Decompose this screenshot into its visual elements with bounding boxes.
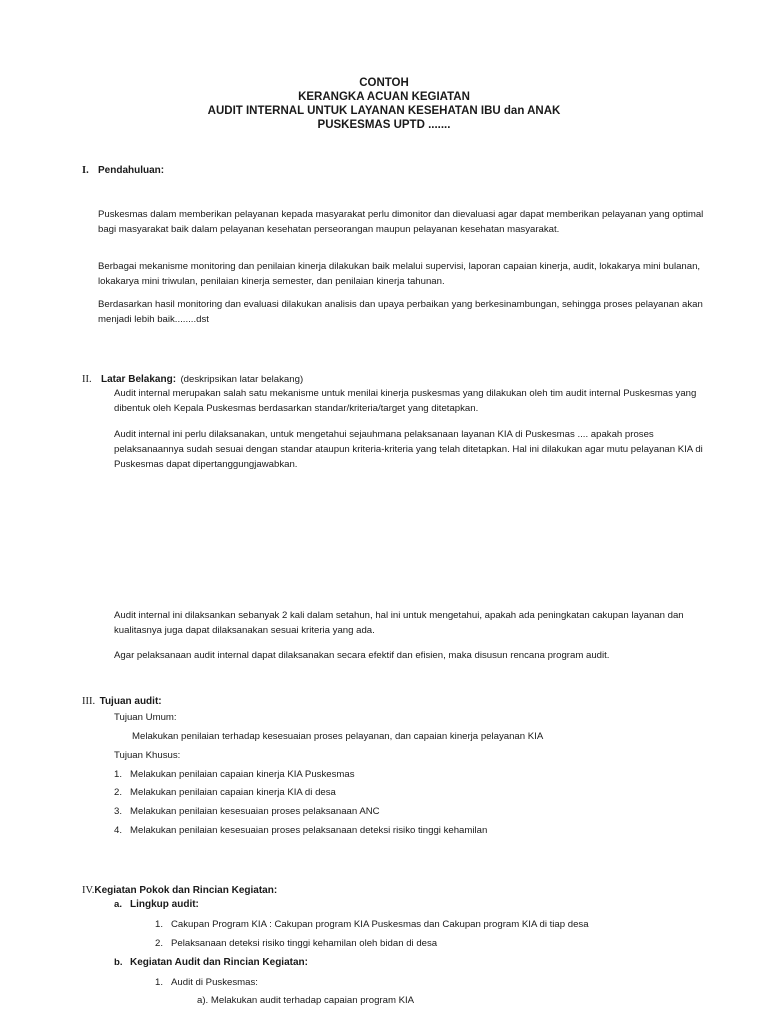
lingkup-audit-item xyxy=(155,918,589,932)
list-number: 1. xyxy=(114,769,123,780)
list-number: 2. xyxy=(155,938,164,949)
title-line-3: AUDIT INTERNAL UNTUK LAYANAN KESEHATAN IBU dan ANAK xyxy=(207,105,561,117)
tujuan-khusus-item xyxy=(114,824,487,838)
document-title xyxy=(0,76,768,132)
kegiatan-audit-heading xyxy=(114,956,308,970)
section-2-number: II. xyxy=(82,374,92,385)
section-1-heading xyxy=(82,160,164,178)
section-2-heading xyxy=(82,369,303,387)
kegiatan-audit-item xyxy=(155,976,258,990)
list-text: Melakukan penilaian kesesuaian proses pelaksanaan deteksi risiko tinggi kehamilan xyxy=(130,825,488,836)
tujuan-khusus-label: Tujuan Khusus: xyxy=(114,750,181,761)
list-number: a). xyxy=(197,995,209,1006)
section-2-title: Latar Belakang: xyxy=(101,374,177,385)
title-line-2: KERANGKA ACUAN KEGIATAN xyxy=(298,91,470,103)
tujuan-umum-text: Melakukan penilaian terhadap kesesuaian proses pelayanan, dan capaian kinerja pelayanan KIA xyxy=(132,731,544,742)
list-number: 3. xyxy=(114,806,123,817)
list-text: Audit di Puskesmas: xyxy=(171,977,258,988)
section-2-note: (deskripsikan latar belakang) xyxy=(180,374,304,385)
section-1-paragraph-2: Berbagai mekanisme monitoring dan penilaian kinerja dilakukan baik melalui supervisi, laporan capaian kinerja, audit, lokakarya mini bulanan, lokakarya mini triwulan, penilaian kinerja semester, dan penilaian kinerja tahunan. xyxy=(98,261,701,287)
section-1-paragraph-1: Puskesmas dalam memberikan pelayanan kepada masyarakat perlu dimonitor dan dievaluasi agar dapat memberikan pelayanan yang optimal bagi masyarakat baik dalam pelayanan kesehatan perseorangan maupun pelayanan kesehatan masyarakat. xyxy=(98,209,704,235)
tujuan-khusus-item xyxy=(114,805,380,819)
list-text: Melakukan penilaian capaian kinerja KIA Puskesmas xyxy=(130,769,355,780)
section-2-paragraph-4: Agar pelaksanaan audit internal dapat dilaksanakan secara efektif dan efisien, maka disusun rencana program audit. xyxy=(114,650,610,661)
section-3-number: III. xyxy=(82,696,96,707)
list-text: Melakukan audit terhadap capaian program KIA xyxy=(210,995,415,1006)
title-line-1: CONTOH xyxy=(359,77,409,89)
section-2-paragraph-2: Audit internal ini perlu dilaksanakan, untuk mengetahui sejauhmana pelaksanaan layanan KIA di Puskesmas .... apakah proses pelaksanaannya sudah sesuai dengan standar ataupun kriteria-kriteria yang telah ditetapkan. Hal ini dilakukan agar mutu pelayanan KIA di Puskesmas dapat dipertanggungjawabkan. xyxy=(114,429,703,470)
sub-heading: Lingkup audit: xyxy=(130,899,199,910)
sub-heading: Kegiatan Audit dan Rincian Kegiatan: xyxy=(130,957,308,968)
section-1-number: I. xyxy=(82,165,89,176)
section-4-number: IV. xyxy=(82,885,95,896)
kegiatan-audit-subitem xyxy=(197,994,414,1008)
lingkup-audit-heading xyxy=(114,898,199,912)
section-1-title: Pendahuluan: xyxy=(98,165,165,176)
list-text: Melakukan penilaian kesesuaian proses pelaksanaan ANC xyxy=(130,806,380,817)
sub-label: b. xyxy=(114,957,123,968)
section-3-heading xyxy=(82,691,162,709)
tujuan-umum-label: Tujuan Umum: xyxy=(114,712,177,723)
list-number: 2. xyxy=(114,787,123,798)
lingkup-audit-item xyxy=(155,937,437,951)
list-number: 1. xyxy=(155,977,164,988)
list-text: Pelaksanaan deteksi risiko tinggi kehamilan oleh bidan di desa xyxy=(171,938,438,949)
tujuan-khusus-item xyxy=(114,786,336,800)
section-1-paragraph-3: Berdasarkan hasil monitoring dan evaluasi dilakukan analisis dan upaya perbaikan yang berkesinambungan, sehingga proses pelayanan akan menjadi lebih baik........dst xyxy=(98,299,703,325)
tujuan-khusus-item xyxy=(114,768,355,782)
sub-label: a. xyxy=(114,899,123,910)
section-4-title: Kegiatan Pokok dan Rincian Kegiatan: xyxy=(94,885,278,896)
list-number: 4. xyxy=(114,825,123,836)
section-2-paragraph-1: Audit internal merupakan salah satu mekanisme untuk menilai kinerja puskesmas yang dilakukan oleh tim audit internal Puskesmas yang dibentuk oleh Kepala Puskesmas berdasarkan standar/kriteria/target yang ditetapkan. xyxy=(114,388,697,414)
list-text: Cakupan Program KIA : Cakupan program KIA Puskesmas dan Cakupan program KIA di tiap desa xyxy=(171,919,589,930)
section-4-heading xyxy=(82,880,277,898)
title-line-4: PUSKESMAS UPTD ....... xyxy=(317,119,451,131)
section-3-title: Tujuan audit: xyxy=(99,696,162,707)
list-number: 1. xyxy=(155,919,164,930)
section-2-paragraph-3: Audit internal ini dilaksankan sebanyak 2 kali dalam setahun, hal ini untuk mengetahui, apakah ada peningkatan cakupan layanan dan kualitasnya juga dapat dilaksanakan sesuai kriteria yang ada. xyxy=(114,610,684,636)
list-text: Melakukan penilaian capaian kinerja KIA di desa xyxy=(130,787,336,798)
